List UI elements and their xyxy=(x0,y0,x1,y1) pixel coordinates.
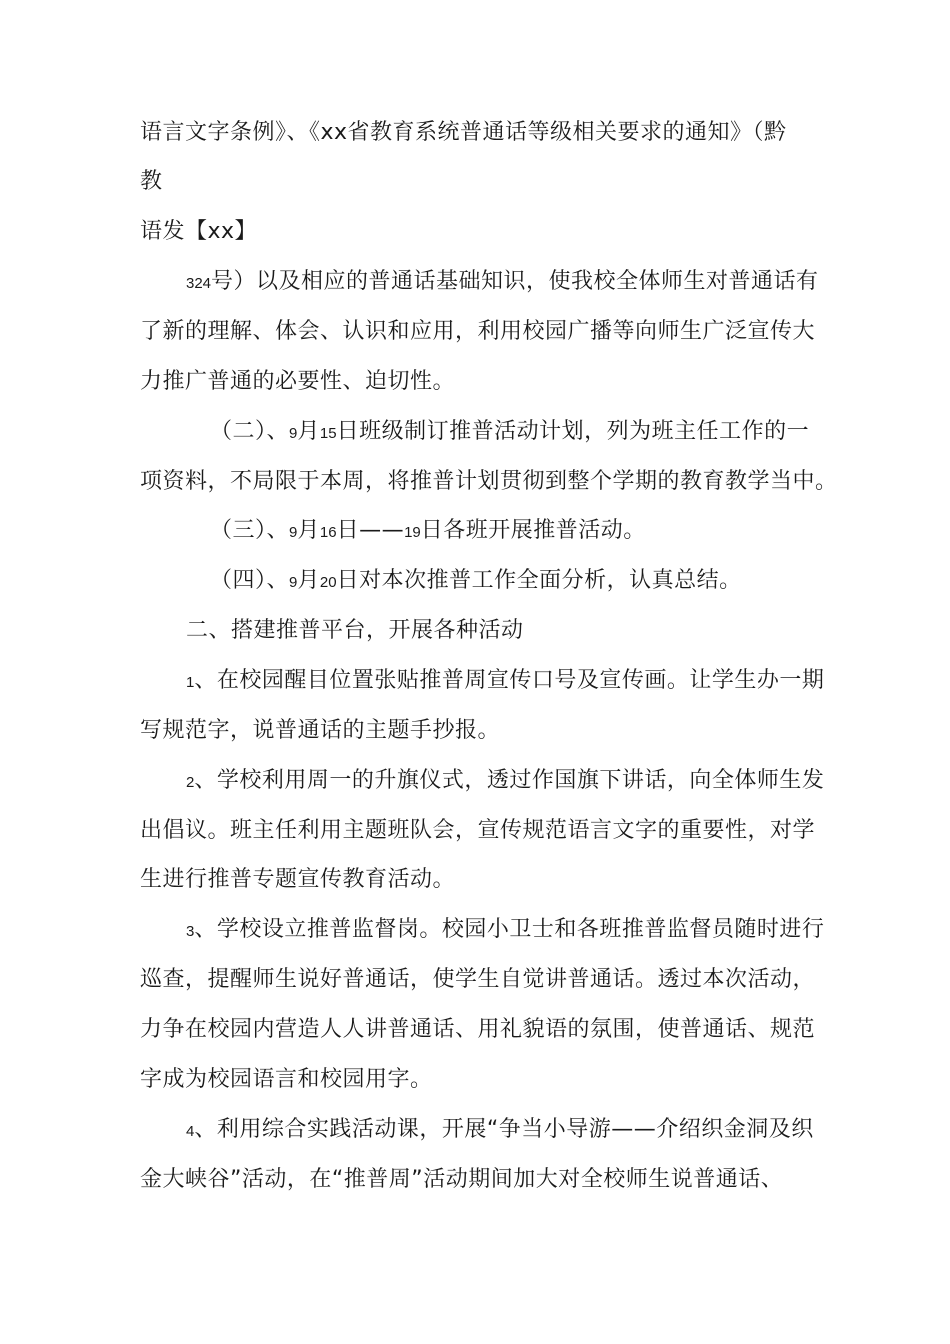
text-line: 语言文字条例》、《xx省教育系统普通话等级相关要求的通知》（黔 xyxy=(140,120,787,145)
text-line: 力争在校园内营造人人讲普通话、用礼貌语的氛围，使普通话、规范 xyxy=(140,1017,816,1042)
text-segment: 月 xyxy=(297,568,320,593)
text-line: 字成为校园语言和校园用字。 xyxy=(140,1067,433,1092)
number: 16 xyxy=(319,524,337,541)
text-line: 写规范字，说普通话的主题手抄报。 xyxy=(140,718,501,743)
number: 9 xyxy=(289,524,298,541)
list-item-3 xyxy=(186,916,824,946)
text-segment: 、利用综合实践活动课，开展“争当小导游——介绍织金洞及织 xyxy=(194,1117,814,1142)
number: 1 xyxy=(186,674,195,691)
number: 19 xyxy=(404,524,421,541)
text-segment: 号）以及相应的普通话基础知识，使我校全体师生对普通话有 xyxy=(211,269,819,294)
text-segment: 、学校利用周一的升旗仪式，透过作国旗下讲话，向全体师生发 xyxy=(194,768,825,793)
number: 4 xyxy=(186,1123,195,1140)
text-segment: （四）、 xyxy=(210,568,290,593)
text-segment: 日各班开展推普活动。 xyxy=(420,518,646,543)
text-segment: 、在校园醒目位置张贴推普周宣传口号及宣传画。让学生办一期 xyxy=(194,668,825,693)
text-segment: 月 xyxy=(297,518,320,543)
text-line: 力推广普通的必要性、迫切性。 xyxy=(140,369,456,394)
text-line: 了新的理解、体会、认识和应用，利用校园广播等向师生广泛宣传大 xyxy=(140,319,816,344)
list-item-2 xyxy=(186,767,824,797)
text-line: 巡查，提醒师生说好普通话，使学生自觉讲普通话。透过本次活动， xyxy=(140,967,816,992)
number: 2 xyxy=(186,774,195,791)
text-segment: 日对本次推普工作全面分析，认真总结。 xyxy=(336,568,742,593)
text-line: 项资料，不局限于本周，将推普计划贯彻到整个学期的教育教学当中。 xyxy=(140,469,838,494)
number: 9 xyxy=(289,425,298,442)
number: 15 xyxy=(319,425,337,442)
text-segment: （三）、 xyxy=(210,518,290,543)
number: 324 xyxy=(186,275,212,292)
text-segment: 、学校设立推普监督岗。校园小卫士和各班推普监督员随时进行 xyxy=(194,917,825,942)
text-line xyxy=(186,268,819,298)
number: 9 xyxy=(289,574,298,591)
item-3-line xyxy=(210,517,646,547)
section-heading: 二、搭建推普平台，开展各种活动 xyxy=(186,618,524,643)
text-line: 出倡议。班主任利用主题班队会，宣传规范语言文字的重要性，对学 xyxy=(140,818,816,843)
text-segment: 日—— xyxy=(336,518,405,543)
text-line: 语发【xx】 xyxy=(140,219,258,244)
item-2-line xyxy=(210,418,809,448)
text-segment: 月 xyxy=(297,419,320,444)
text-segment: （二）、 xyxy=(210,419,290,444)
list-item-4 xyxy=(186,1116,814,1146)
item-4-line xyxy=(210,567,742,597)
list-item-1 xyxy=(186,667,824,697)
text-segment: 日班级制订推普活动计划，列为班主任工作的一 xyxy=(336,419,810,444)
text-line: 生进行推普专题宣传教育活动。 xyxy=(140,867,456,892)
text-line: 金大峡谷”活动，在“推普周”活动期间加大对全校师生说普通话、 xyxy=(140,1167,784,1192)
text-line: 教 xyxy=(140,169,163,194)
number: 20 xyxy=(319,574,337,591)
number: 3 xyxy=(186,923,195,940)
